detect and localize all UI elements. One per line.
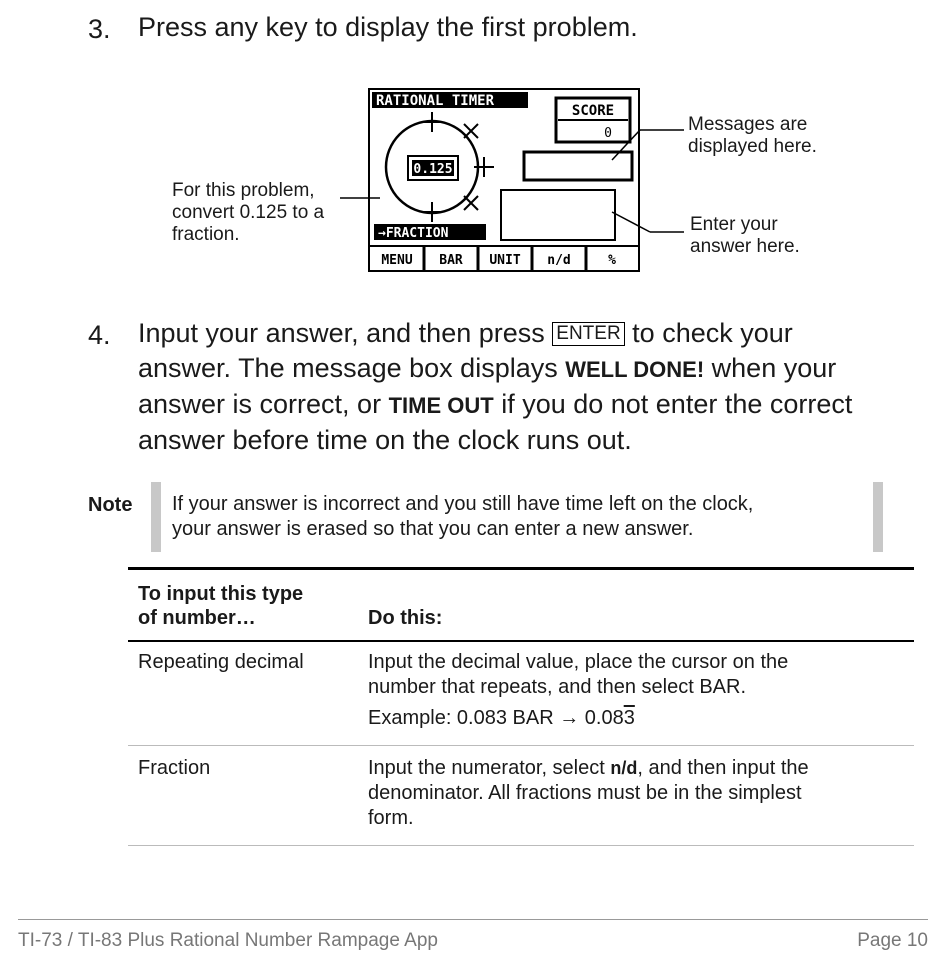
note-bar-left	[151, 482, 161, 552]
note-text: If your answer is incorrect and you still have time left on the clock, your answer is erased so that you can enter a new answer.	[172, 493, 754, 540]
footer-rule	[18, 919, 928, 920]
problem-value: 0.125	[413, 162, 453, 177]
menu-item-nd: n/d	[547, 253, 571, 268]
menu-item-percent: %	[608, 253, 616, 268]
table-row-1-type: Repeating decimal	[138, 651, 304, 673]
step-4-text: Input your answer, and then press ENTER to check your answer. The message box displays WELL DONE! when your answer is correct, or TIME OUT if you do not enter the correct answer before time on the clock runs out.	[138, 318, 853, 455]
table-top-rule	[128, 567, 914, 570]
table-row-rule	[128, 745, 914, 746]
page-number: Page 10	[857, 930, 928, 951]
table-bottom-rule	[128, 845, 914, 846]
menu-item-unit: UNIT	[489, 253, 521, 268]
table-row-2-desc: Input the numerator, select n/d, and then input the denominator. All fractions must be in the simplest form.	[368, 757, 809, 829]
callout-answer: Enter your answer here.	[690, 214, 800, 257]
table-row-1-desc: Input the decimal value, place the cursor on the number that repeats, and then select BAR. Example: 0.083 BAR → 0.083	[368, 651, 789, 729]
note-label: Note	[88, 494, 133, 516]
table-header-action: Do this:	[368, 607, 443, 629]
score-label: SCORE	[571, 103, 615, 119]
score-value: 0	[604, 126, 612, 141]
enter-key: ENTER	[552, 322, 624, 346]
table-row-2-type: Fraction	[138, 757, 211, 779]
note-bar-right	[873, 482, 883, 552]
step-4-number: 4.	[88, 320, 111, 350]
callout-messages: Messages are displayed here.	[688, 114, 817, 157]
footer-title: TI-73 / TI-83 Plus Rational Number Rampage App	[18, 930, 438, 951]
step-3-number: 3.	[88, 14, 111, 44]
screen-title: RATIONAL TIMER	[376, 93, 495, 109]
step-3-text: Press any key to display the first problem.	[138, 12, 638, 42]
table-header-rule	[128, 640, 914, 642]
callout-problem: For this problem, convert 0.125 to a fraction.	[172, 180, 325, 245]
table-header-type: To input this type of number…	[138, 583, 304, 629]
menu-item-bar: BAR	[439, 253, 463, 268]
menu-item-menu: MENU	[381, 253, 413, 268]
target-label: →FRACTION	[378, 226, 449, 241]
